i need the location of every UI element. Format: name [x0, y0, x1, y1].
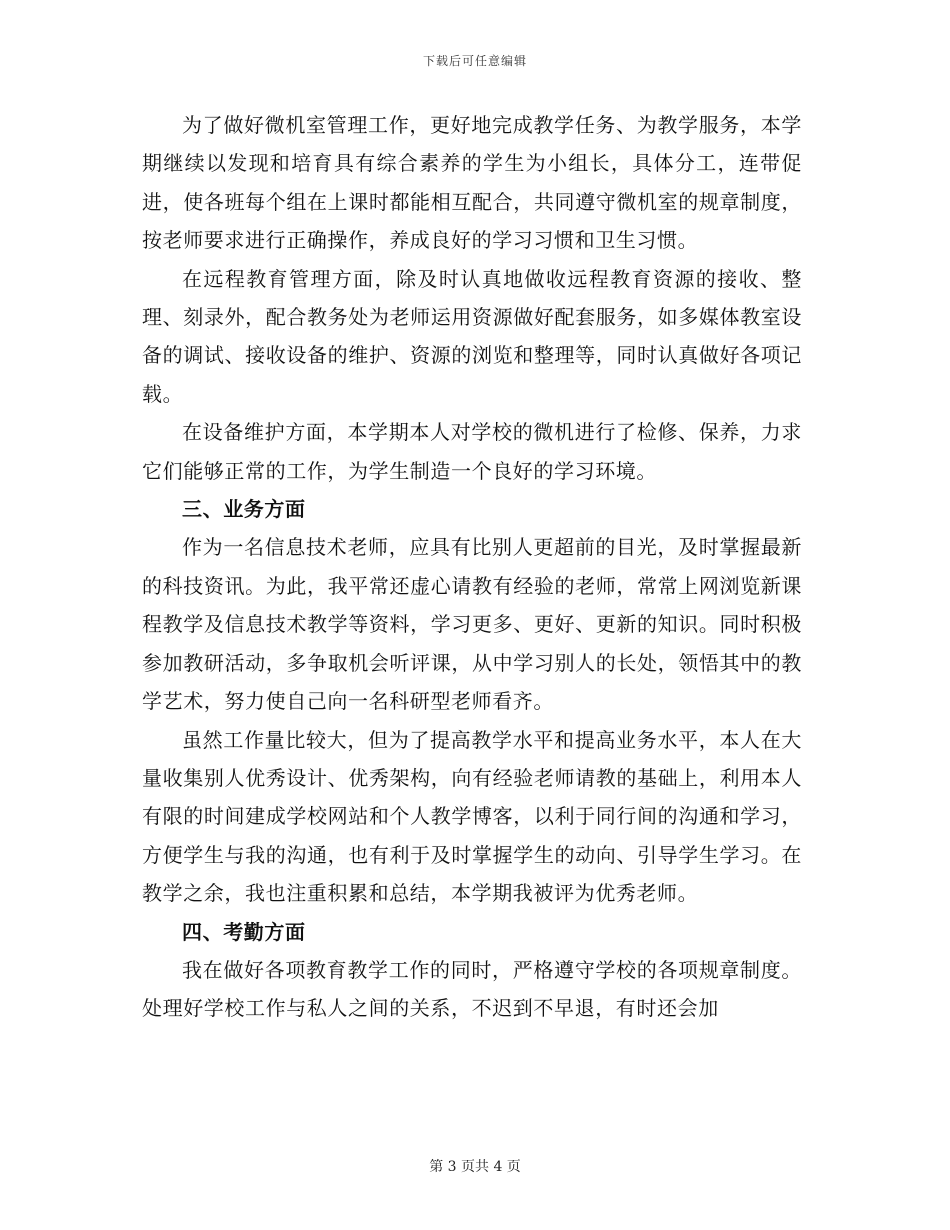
paragraph-website-blog: 虽然工作量比较大，但为了提高教学水平和提高业务水平，本人在大量收集别人优秀设计、优秀架构，向有经验老师请教的基础上，利用本人有限的时间建成学校网站和个人教学博客，以利于同行间的沟通和学习，方便学生与我的沟通，也有利于及时掌握学生的动向、引导学生学习。在教学之余，我也注重积累和总结，本学期我被评为优秀老师。	[142, 727, 802, 906]
page-header: 下载后可任意编辑	[422, 54, 527, 68]
paragraph-equipment-maintenance: 在设备维护方面，本学期本人对学校的微机进行了检修、保养，力求它们能够正常的工作，为学生制造一个良好的学习环境。	[142, 420, 802, 483]
section-heading-attendance: 四、考勤方面	[182, 919, 306, 944]
paragraph-professional-learning: 作为一名信息技术老师，应具有比别人更超前的目光，及时掌握最新的科技资讯。为此，我平常还虚心请教有经验的老师，常常上网浏览新课程教学及信息技术教学等资料，学习更多、更好、更新的知识。同时积极参加教研活动，多争取机会听评课，从中学习别人的长处，领悟其中的教学艺术，努力使自己向一名科研型老师看齐。	[142, 535, 802, 714]
paragraph-remote-education: 在远程教育管理方面，除及时认真地做收远程教育资源的接收、整理、刻录外，配合教务处为老师运用资源做好配套服务，如多媒体教室设备的调试、接收设备的维护、资源的浏览和整理等，同时认真做好各项记载。	[142, 266, 802, 406]
section-heading-business: 三、业务方面	[182, 497, 306, 522]
paragraph-attendance: 我在做好各项教育教学工作的同时，严格遵守学校的各项规章制度。处理好学校工作与私人之间的关系，不迟到不早退，有时还会加	[142, 957, 802, 1021]
document-body	[142, 106, 802, 1028]
page-number-footer: 第 3 页共 4 页	[429, 1159, 521, 1175]
paragraph-lab-management: 为了做好微机室管理工作，更好地完成教学任务、为教学服务，本学期继续以发现和培育具有综合素养的学生为小组长，具体分工，连带促进，使各班每个组在上课时都能相互配合，共同遵守微机室的规章制度，按老师要求进行正确操作，养成良好的学习习惯和卫生习惯。	[142, 113, 802, 253]
